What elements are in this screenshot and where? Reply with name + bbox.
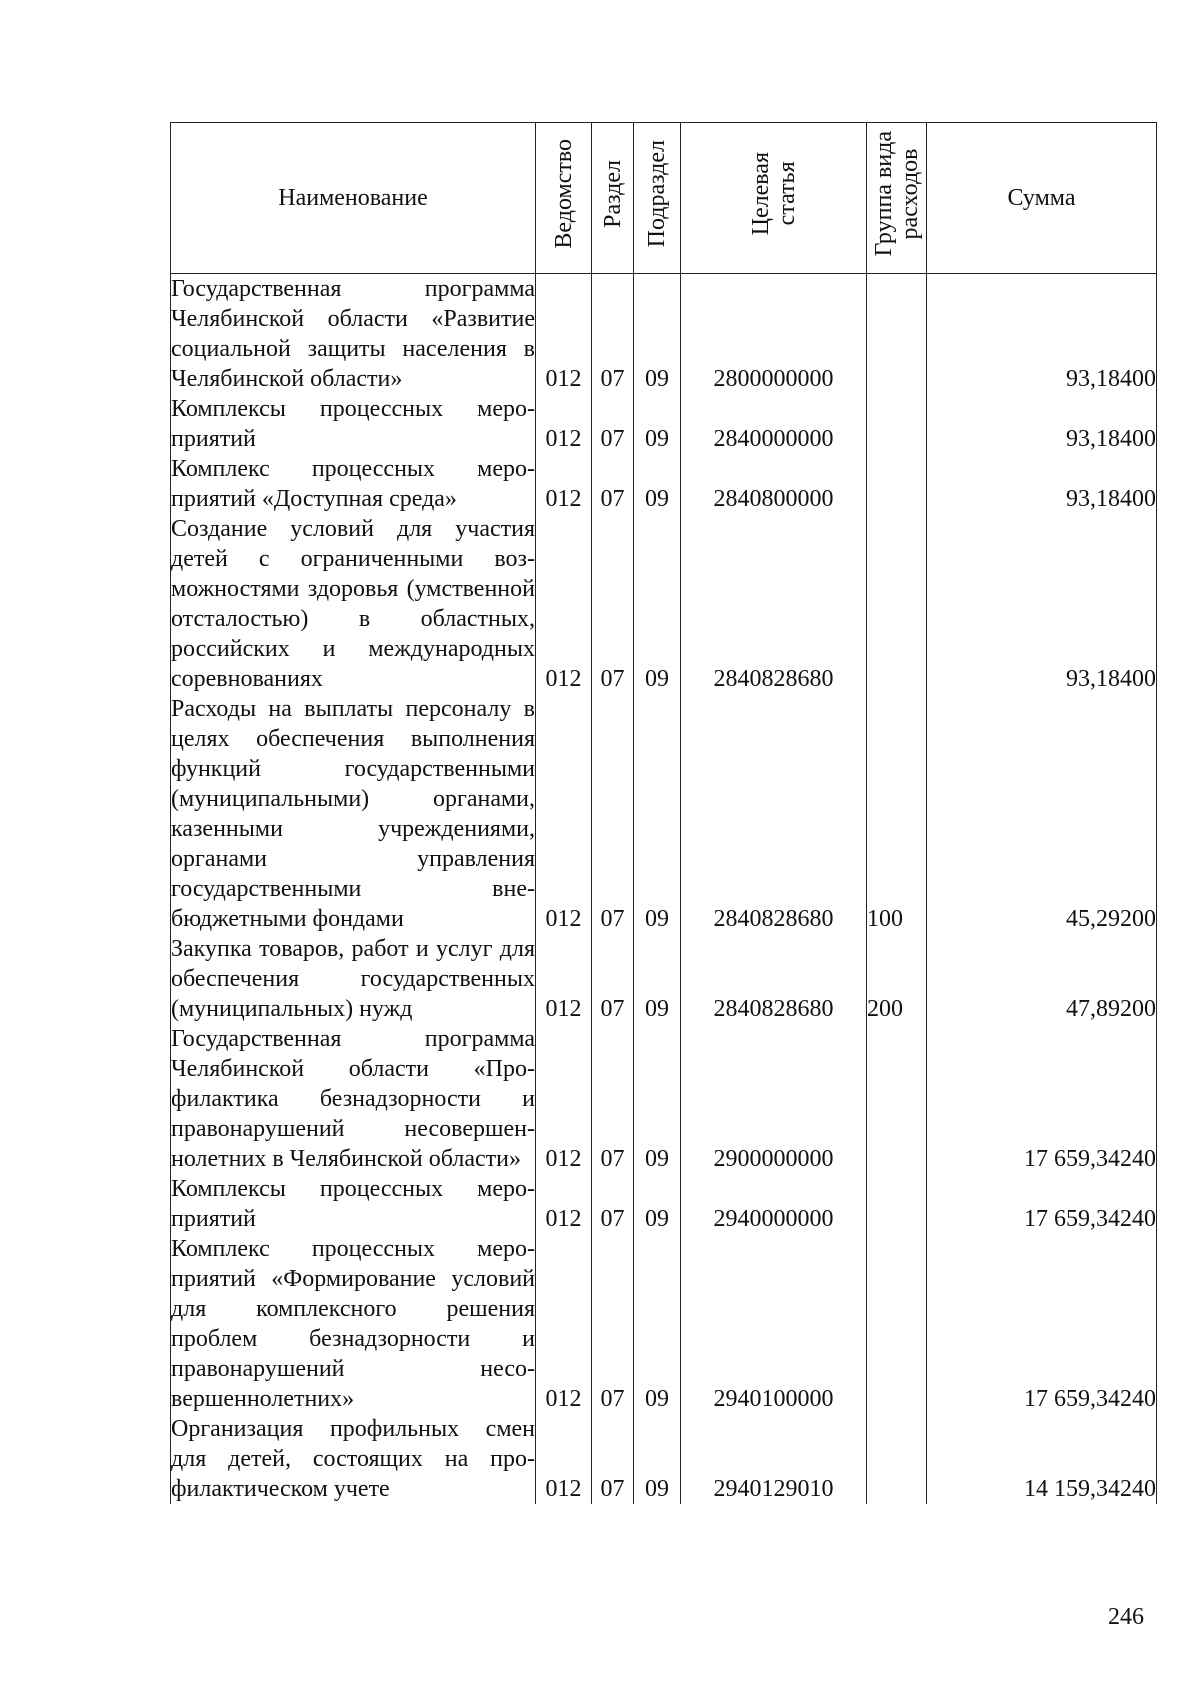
cell-sum: 93,18400: [927, 454, 1157, 514]
table-row: [171, 274, 1157, 395]
cell-sum: 45,29200: [927, 694, 1157, 934]
cell-sum: 17 659,34240: [927, 1024, 1157, 1174]
cell-subsection: 09: [634, 694, 681, 934]
cell-dept: 012: [536, 1234, 592, 1414]
cell-group: [867, 1024, 927, 1174]
cell-section: 07: [592, 1234, 634, 1414]
cell-sum: 93,18400: [927, 514, 1157, 694]
cell-subsection: 09: [634, 1234, 681, 1414]
cell-dept: 012: [536, 454, 592, 514]
cell-target: 2940100000: [681, 1234, 867, 1414]
cell-name: Комплексы процессных мероприятий: [171, 1176, 535, 1232]
cell-name: Государственная программа Челябинской области «Профилактика безнадзорности и правонарушений несовершеннолетних в Челябинской области»: [171, 1026, 535, 1172]
cell-subsection: 09: [634, 1174, 681, 1234]
cell-dept: 012: [536, 394, 592, 454]
cell-name: Государственная программа Челябинской области «Развитие социальной защиты населения в Челябинской области»: [171, 274, 536, 395]
table-row: [171, 514, 1157, 694]
cell-dept: 012: [536, 1024, 592, 1174]
cell-group: 200: [867, 934, 927, 1024]
cell-subsection: 09: [634, 454, 681, 514]
cell-group: [867, 1414, 927, 1504]
cell-section: 07: [592, 1414, 634, 1504]
cell-target: 2900000000: [681, 1024, 867, 1174]
header-section: Раздел: [592, 123, 634, 274]
cell-dept: 012: [536, 934, 592, 1024]
cell-sum: 47,89200: [927, 934, 1157, 1024]
table-row: [171, 1024, 1157, 1174]
cell-group: [867, 274, 927, 395]
cell-sum: 93,18400: [927, 274, 1157, 395]
cell-section: 07: [592, 274, 634, 395]
table-row: [171, 934, 1157, 1024]
cell-section: 07: [592, 1024, 634, 1174]
cell-group: [867, 1234, 927, 1414]
cell-group: [867, 394, 927, 454]
cell-group: [867, 514, 927, 694]
cell-subsection: 09: [634, 1414, 681, 1504]
cell-target: 2940129010: [681, 1414, 867, 1504]
cell-section: 07: [592, 1174, 634, 1234]
budget-table: [170, 122, 1157, 1504]
table-row: [171, 1414, 1157, 1504]
table-row: [171, 454, 1157, 514]
cell-subsection: 09: [634, 1024, 681, 1174]
cell-dept: 012: [536, 274, 592, 395]
cell-target: 2840828680: [681, 514, 867, 694]
cell-group: 100: [867, 694, 927, 934]
cell-dept: 012: [536, 1174, 592, 1234]
cell-target: 2840000000: [681, 394, 867, 454]
cell-target: 2840828680: [681, 934, 867, 1024]
cell-subsection: 09: [634, 394, 681, 454]
cell-name: Комплексы процессных мероприятий: [171, 396, 535, 452]
cell-group: [867, 454, 927, 514]
cell-name: Организация профильных смен для детей, состоящих на профилактическом учете: [171, 1416, 535, 1502]
cell-dept: 012: [536, 1414, 592, 1504]
cell-target: 2800000000: [681, 274, 867, 395]
cell-group: [867, 1174, 927, 1234]
cell-section: 07: [592, 934, 634, 1024]
cell-sum: 17 659,34240: [927, 1234, 1157, 1414]
page-number: 246: [1108, 1604, 1144, 1630]
cell-sum: 17 659,34240: [927, 1174, 1157, 1234]
cell-section: 07: [592, 514, 634, 694]
cell-sum: 93,18400: [927, 394, 1157, 454]
cell-name: Закупка товаров, работ и услуг для обеспечения государственных (муниципальных) нужд: [171, 936, 535, 1022]
cell-name: Комплекс процессных мероприятий «Доступная среда»: [171, 456, 535, 512]
header-dept: Ведомство: [536, 123, 592, 274]
cell-name: Расходы на выплаты персоналу в целях обеспечения выполнения функций государственными (муниципальными) органами, казенными учреждениями, органами управления государственными внебюджетными фондами: [171, 696, 535, 932]
cell-section: 07: [592, 694, 634, 934]
cell-name: Создание условий для участия детей с ограниченными возможностями здоровья (умственной отсталостью) в областных, российских и международных соревнованиях: [171, 516, 535, 692]
header-target: Целевая статья: [681, 123, 867, 274]
header-subsection: Подраздел: [634, 123, 681, 274]
cell-section: 07: [592, 454, 634, 514]
header-name: Наименование: [171, 123, 536, 274]
header-sum: Сумма: [927, 123, 1157, 274]
cell-subsection: 09: [634, 274, 681, 395]
table-row: [171, 1234, 1157, 1414]
cell-dept: 012: [536, 514, 592, 694]
table-row: [171, 394, 1157, 454]
header-expense-group: Группа вида расходов: [867, 123, 927, 274]
cell-subsection: 09: [634, 934, 681, 1024]
cell-target: 2840828680: [681, 694, 867, 934]
table-row: [171, 1174, 1157, 1234]
cell-target: 2940000000: [681, 1174, 867, 1234]
cell-sum: 14 159,34240: [927, 1414, 1157, 1504]
cell-name: Комплекс процессных мероприятий «Формирование условий для комплексного решения проблем безнадзорности и правонарушений несовершеннолетних»: [171, 1236, 535, 1412]
table-row: [171, 694, 1157, 934]
table-header-row: [171, 123, 1157, 274]
cell-dept: 012: [536, 694, 592, 934]
cell-section: 07: [592, 394, 634, 454]
cell-target: 2840800000: [681, 454, 867, 514]
cell-subsection: 09: [634, 514, 681, 694]
